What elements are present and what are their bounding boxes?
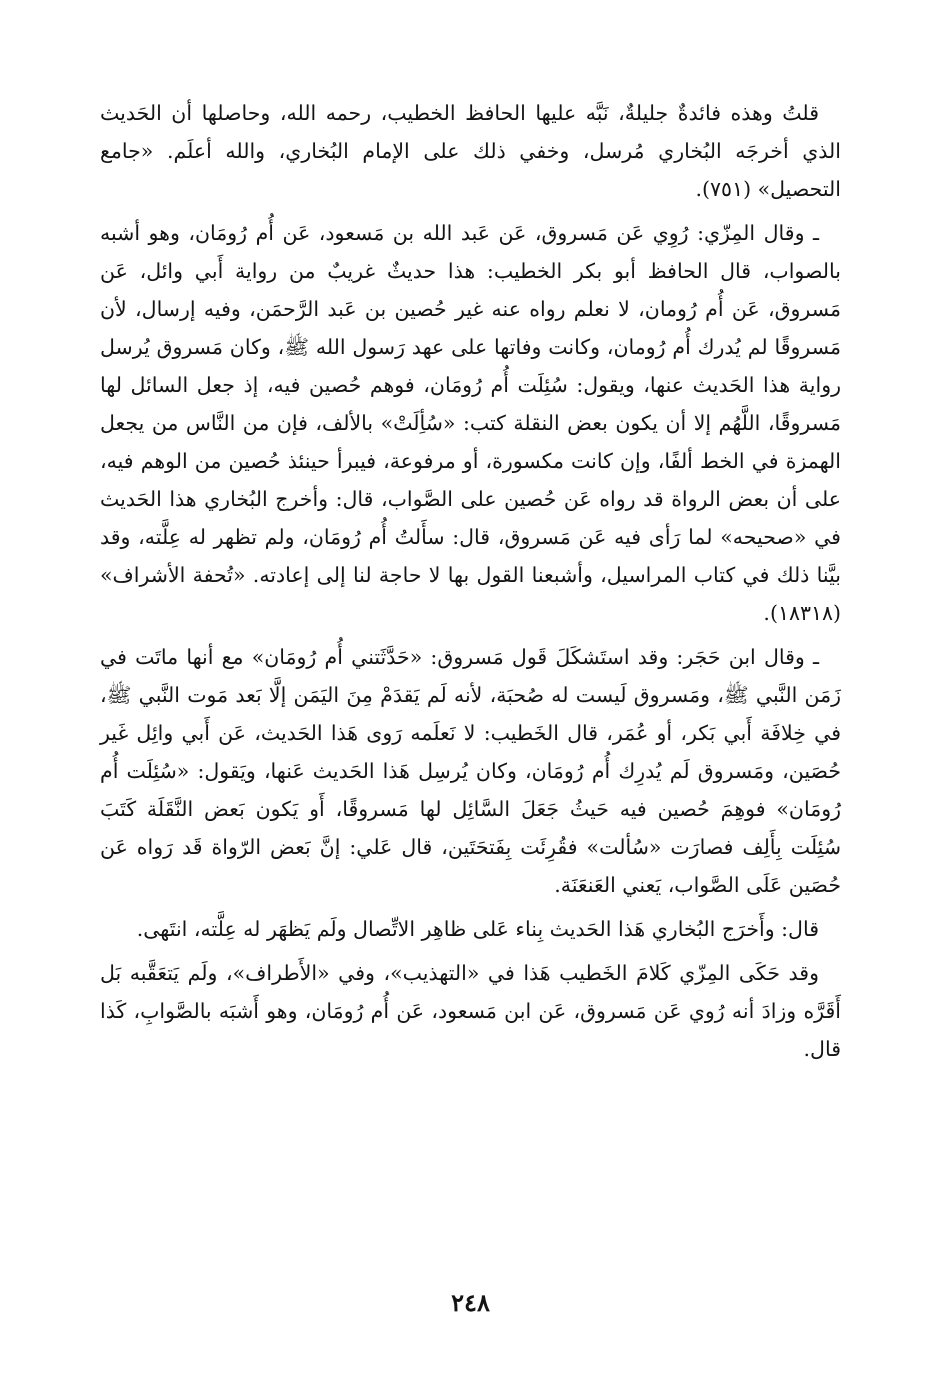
paragraph-tahdhib: وقد حَكَى المِزّي كَلامَ الخَطيب هَذا في «التهذيب»، وفي «الأَطراف»، ولَم يَتعَقَّبه بَل أَقَرَّه وزادَ أنه رُوي عَن مَسروق، عَن ابن مَسعود، عَن أُم رُومَان، وهو أَشبَه بالصَّوابِ، كَذا قال.	[100, 961, 841, 1061]
paragraph-ibn-hajar: ـ وقال ابن حَجَر: وقد استَشكَلَ قَول مَسروق: «حَدَّثَتني أُم رُومَان» مع أنها ماتَت في زَمَن النَّبي ﷺ، ومَسروق لَيست له صُحبَة، لأنه لَم يَقدَمْ مِنَ اليَمَن إلَّا بَعد مَوت النَّبي ﷺ، في خِلافَة أَبي بَكر، أو عُمَر، قال الخَطيب: لا نَعلَمه رَوى هَذا الحَديث، عَن أَبي وائِل غَير حُصَين، ومَسروق لَم يُدرِك أُم رُومَان، وكان يُرسِل هَذا الحَديث عَنها، ويَقول: «سُئِلَت أُم رُومَان» فوهِمَ حُصين فيه حَيثُ جَعَلَ السَّائِل لها مَسروقًا، أَو يَكون بَعض النَّقَلَة كَتَبَ سُئِلَت بِأَلِف فصارَت «سُألت» فقُرِئَت بِفَتحَتَين، قال عَلي: إنَّ بَعض الرّواة قَد رَواه عَن حُصَين عَلَى الصَّواب، يَعني العَنعَنَة.	[100, 645, 841, 897]
page-number: ٢٤٨	[451, 1288, 490, 1317]
paragraph-mizzi: ـ وقال المِزّي: رُوِي عَن مَسروق، عَن عَبد الله بن مَسعود، عَن أُم رُومَان، وهو أشبه بالصواب، قال الحافظ أبو بكر الخطيب: هذا حديثٌ غريبٌ من رواية أَبي وائل، عَن مَسروق، عَن أُم رُومان، لا نعلم رواه عنه غير حُصين بن عَبد الرَّحمَن، وفيه إرسال، لأن مَسروقًا لم يُدرك أُم رُومان، وكانت وفاتها على عهد رَسول الله ﷺ، وكان مَسروق يُرسل رواية هذا الحَديث عنها، ويقول: سُئِلَت أُم رُومَان، فوهم حُصين فيه، إذ جعل السائل لها مَسروقًا، اللَّهُم إلا أن يكون بعض النقلة كتب: «سُأِلَتْ» بالألف، فإن من النَّاس من يجعل الهمزة في الخط ألفًا، وإن كانت مكسورة، أو مرفوعة، فيبرأ حينئذ حُصين من الوهم فيه، على أن بعض الرواة قد رواه عَن حُصين على الصَّواب، قال: وأخرج البُخاري هذا الحَديث في «صحيحه» لما رَأى فيه عَن مَسروق، قال: سأَلتُ أُم رُومَان، ولم تظهر له عِلَّته، وقد بيَّنا ذلك في كتاب المراسيل، وأشبعنا القول بها لا حاجة لنا إلى إعادته. «تُحفة الأشراف» (١٨٣١٨).	[100, 221, 841, 625]
paragraph-bukhari: قال: وأَخرَج البُخاري هَذا الحَديث بِناء عَلى ظاهِر الاتِّصال ولَم يَظهَر له عِلَّته، انتَهى.	[136, 917, 819, 941]
paragraph-jami-tahsil: قلتُ وهذه فائدةٌ جليلةٌ، نَبَّه عليها الحافظ الخطيب، رحمه الله، وحاصلها أن الحَديث الذي أخرجَه البُخاري مُرسل، وخفي ذلك على الإمام البُخاري، والله أعلَم. «جامع التحصيل» (٧٥١).	[100, 101, 841, 201]
page-body	[100, 94, 841, 1074]
